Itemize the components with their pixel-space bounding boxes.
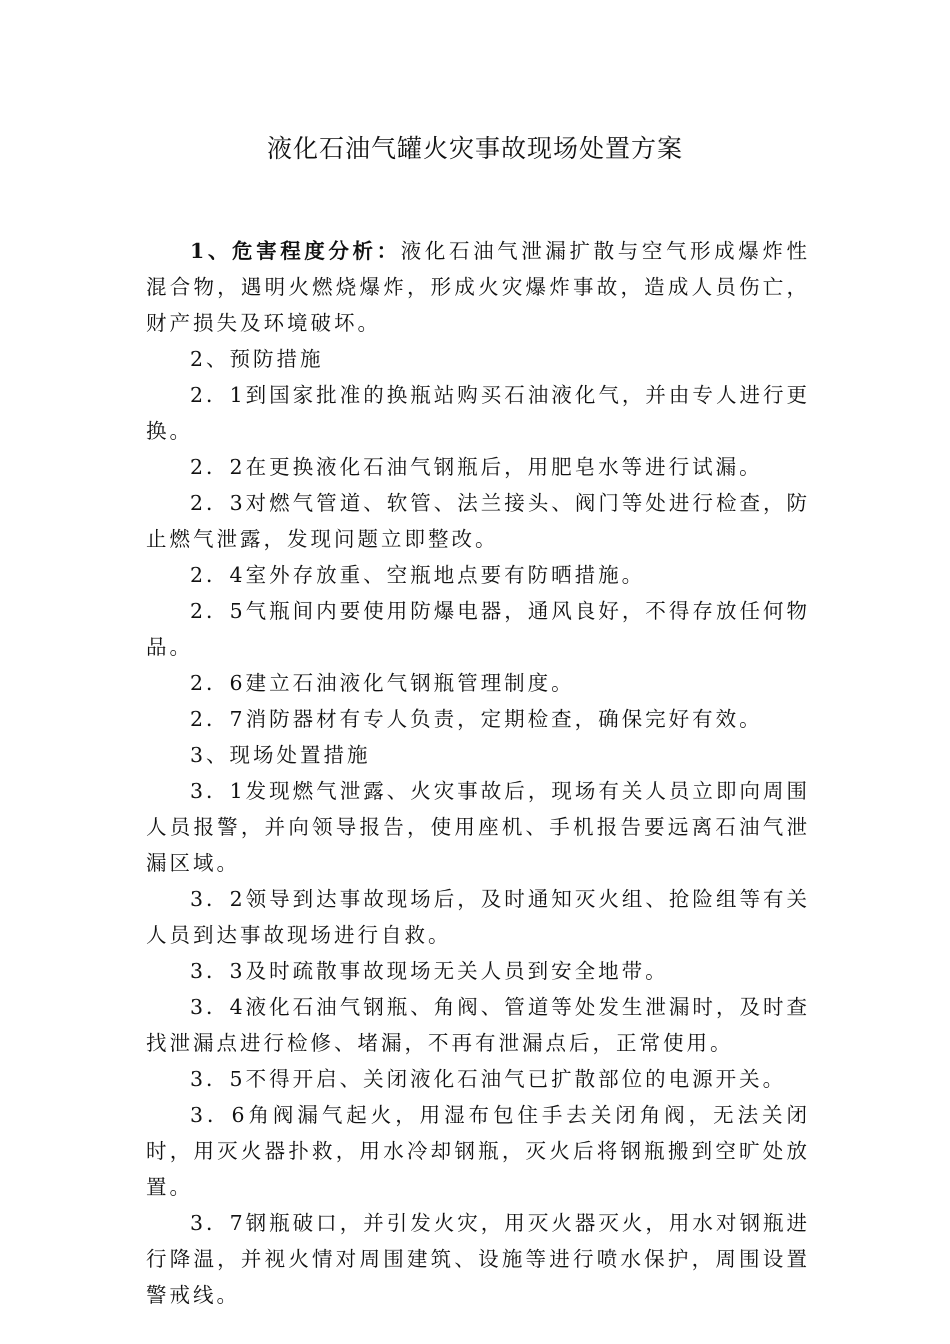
paragraph-item: 2．2在更换液化石油气钢瓶后，用肥皂水等进行试漏。: [190, 455, 763, 479]
paragraph-item: 3．5不得开启、关闭液化石油气已扩散部位的电源开关。: [190, 1067, 787, 1091]
paragraph-item: 3．7钢瓶破口，并引发火灾，用灭火器灭火，用水对钢瓶进行降温，并视火情对周围建筑、设施等进行喷水保护，周围设置警戒线。: [146, 1211, 810, 1307]
paragraph-item: 3．3及时疏散事故现场无关人员到安全地带。: [190, 959, 669, 983]
paragraph-item: 3．2领导到达事故现场后，及时通知灭火组、抢险组等有关人员到达事故现场进行自救。: [146, 887, 810, 947]
paragraph-item: 2．6建立石油液化气钢瓶管理制度。: [190, 671, 575, 695]
section-heading-onsite-measures: 3、现场处置措施: [190, 743, 371, 767]
paragraph-item: 2．1到国家批准的换瓶站购买石油液化气，并由专人进行更换。: [146, 383, 810, 443]
document-title: 液化石油气罐火灾事故现场处置方案: [266, 134, 683, 163]
section-heading-prevention: 2、预防措施: [190, 347, 324, 371]
paragraph-item: 3．6角阀漏气起火，用湿布包住手去关闭角阀，无法关闭时，用灭火器扑救，用水冷却钢瓶，灭火后将钢瓶搬到空旷处放置。: [146, 1103, 810, 1199]
paragraph-item: 2．5气瓶间内要使用防爆电器，通风良好，不得存放任何物品。: [146, 599, 810, 659]
paragraph-item: 2．7消防器材有专人负责，定期检查，确保完好有效。: [190, 707, 763, 731]
document-body: [146, 233, 810, 1313]
paragraph-text: 液化石油气泄漏扩散与空气形成爆炸性混合物，遇明火燃烧爆炸，形成火灾爆炸事故，造成人员伤亡，财产损失及环境破坏。: [146, 239, 810, 335]
paragraph-item: 2．4室外存放重、空瓶地点要有防晒措施。: [190, 563, 646, 587]
paragraph-label: 1、危害程度分析：: [190, 239, 401, 263]
paragraph-item: 2．3对燃气管道、软管、法兰接头、阀门等处进行检查，防止燃气泄露，发现问题立即整改。: [146, 491, 810, 551]
paragraph-hazard-analysis: [146, 233, 810, 341]
paragraph-item: 3．4液化石油气钢瓶、角阀、管道等处发生泄漏时，及时查找泄漏点进行检修、堵漏，不再有泄漏点后，正常使用。: [146, 995, 810, 1055]
paragraph-item: 3．1发现燃气泄露、火灾事故后，现场有关人员立即向周围人员报警，并向领导报告，使用座机、手机报告要远离石油气泄漏区域。: [146, 779, 810, 875]
